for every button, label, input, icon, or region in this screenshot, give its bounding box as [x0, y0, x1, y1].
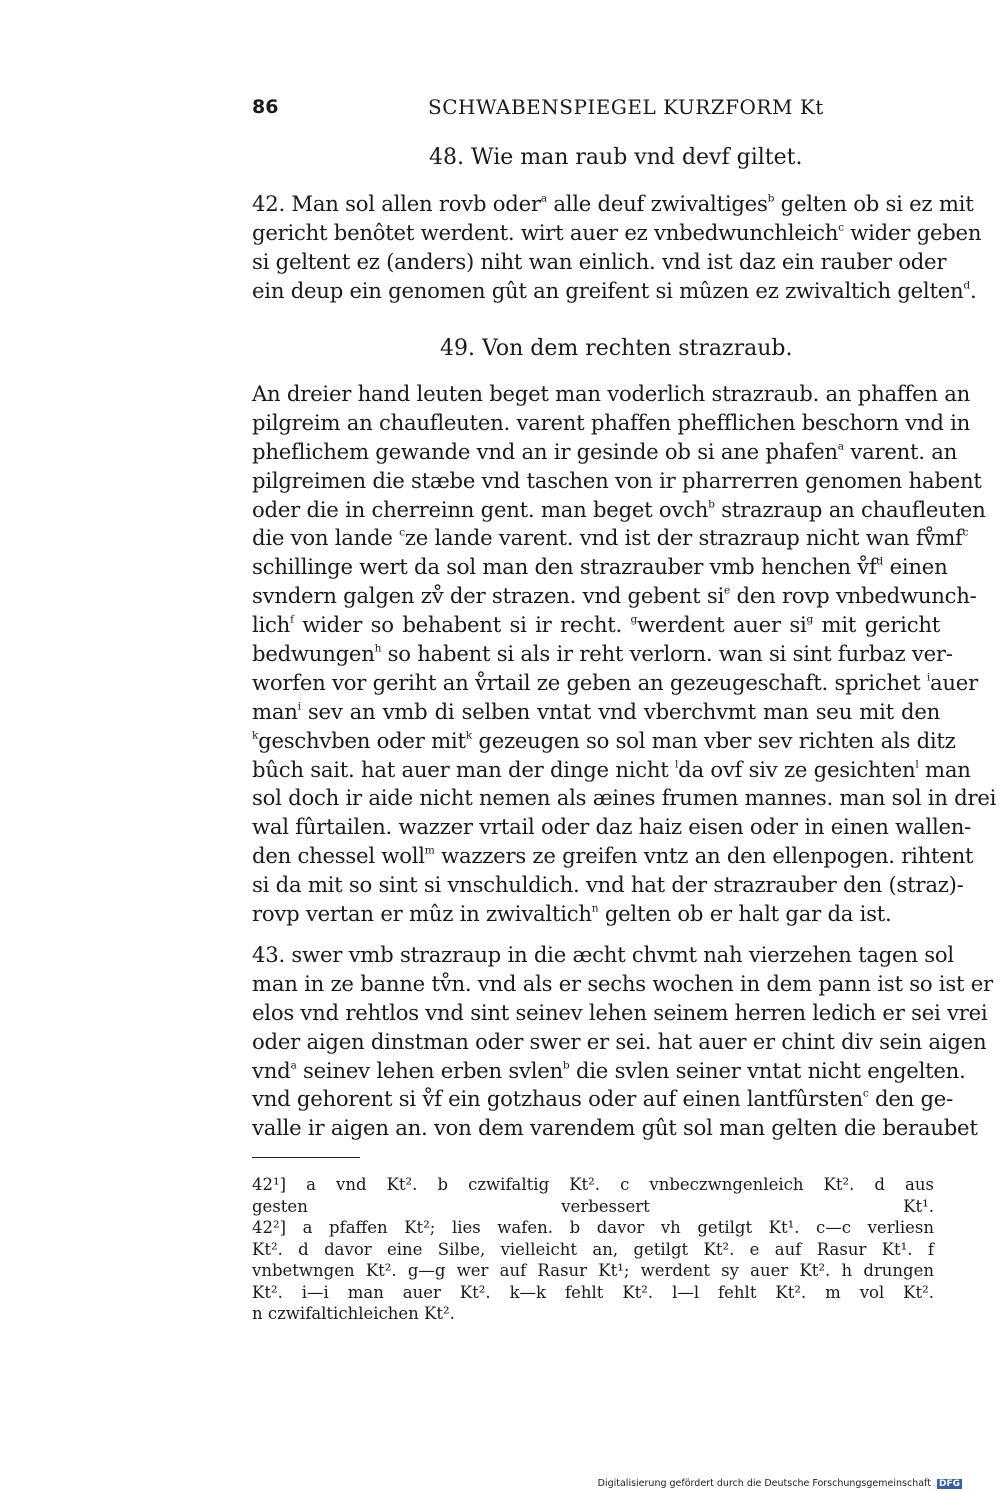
footnote-line: gesten verbessert Kt¹. — [252, 1196, 934, 1216]
footnote-line: Kt². d davor eine Silbe, vielleicht an, getilgt Kt². e auf Rasur Kt¹. f — [252, 1239, 934, 1259]
paragraph-48-42 — [252, 190, 982, 306]
text-line: pheflichem gewande vnd an ir gesinde ob si ane phafen$^a$ varent. an — [252, 438, 958, 464]
text-line: si da mit so sint si vnschuldich. vnd hat der strazrauber den (straz)- — [252, 872, 964, 898]
text-line: 43. swer vmb strazraup in die æcht chvmt nah vierzehen tagen sol — [252, 942, 954, 967]
text-line: elos vnd rehtlos vnd sint seinev lehen seinem herren ledich er sei vrei — [252, 999, 988, 1025]
text-line: svndern galgen zv̊ der strazen. vnd gebent $si^e$ den rovp vnbedwunch- — [252, 583, 977, 609]
text-line: si geltent ez (anders) niht wan einlich. vnd ist daz ein rauber oder — [252, 248, 947, 274]
text-line: vnd gehorent si v̊f ein gotzhaus oder auf einen lantfûrsten$^c$ den ge- — [252, 1086, 954, 1112]
paragraph-49-43 — [252, 941, 993, 1143]
footnote-line: vnbetwngen Kt². g—g wer auf Rasur Kt¹; werdent sy auer Kt². h drungen — [252, 1261, 934, 1280]
text-line: lich$^f$ wider so behabent si ir recht. $^g$werdent auer $si^g$ mit gericht — [252, 612, 940, 638]
chapter-heading-49: 49. Von dem rechten strazraub. — [440, 336, 793, 361]
text-line: man$^i$ sev an vmb di selben vntat vnd vberchvmt man seu mit den — [252, 698, 940, 724]
footnote-divider — [252, 1157, 360, 1158]
text-line: oder aigen dinstman oder swer er sei. hat auer er chint div sein aigen — [252, 1028, 987, 1054]
footnotes — [252, 1174, 934, 1325]
text-line: oder die in cherreinn gent. man beget ovch$^b$ strazraup an chaufleuten — [252, 496, 986, 522]
text-line: man in ze banne tv̊n. vnd als er sechs wochen in dem pann ist so ist er — [252, 970, 993, 996]
text-line: wal fûrtailen. wazzer vrtail oder daz haiz eisen oder in einen wallen- — [252, 814, 972, 840]
text-line: sol doch ir aide nicht nemen als æines frumen mannes. man sol in drei — [252, 785, 997, 811]
text-line: gericht benôtet werdent. wirt auer ez vnbedwunchleich$^c$ wider geben — [252, 219, 982, 245]
text-line: ein deup ein genomen gût an greifent si mûzen ez zwivaltich gelten$^d$. — [252, 277, 977, 303]
text-line: bûch sait. hat auer man der dinge nicht $^l$da ovf siv ze gesichten$^l$ man — [252, 756, 971, 782]
text-line: rovp vertan er mûz in zwivaltich$^n$ gelten ob er halt gar da ist. — [252, 901, 892, 927]
text-line: An dreier hand leuten beget man voderlich strazraub. an phaffen an — [252, 381, 970, 406]
text-line: $^k$geschvben oder mit$^k$ gezeugen so sol man vber sev richten als ditz — [252, 727, 956, 753]
credit-text: Digitalisierung gefördert durch die Deutsche Forschungsgemeinschaft — [597, 1478, 931, 1489]
footnote-line: n czwifaltichleichen Kt². — [252, 1304, 455, 1323]
dfg-logo: DFG — [938, 1479, 960, 1489]
footnote-line: Kt². i—i man auer Kt². k—k fehlt Kt². l—l fehlt Kt². m vol Kt². — [252, 1282, 934, 1302]
text-line: vnd$^a$ seinev lehen erben svlen$^b$ die svlen seiner vntat nicht engelten. — [252, 1057, 966, 1083]
page-number: 86 — [252, 96, 279, 118]
text-line: die von lande $^c$ze lande varent. vnd ist der strazraup nicht wan $fv̊mf^c$ — [252, 525, 969, 551]
footnote-line: 42¹] a vnd Kt². b czwifaltig Kt². c vnbeczwngenleich Kt². d aus — [252, 1175, 934, 1194]
text-line: schillinge wert da sol man den strazrauber vmb henchen $v̊f^d$ einen — [252, 554, 948, 580]
text-line: 42. Man sol allen rovb oder$^a$ alle deuf zwivaltiges$^b$ gelten ob si ez mit — [252, 191, 974, 216]
chapter-heading-48: 48. Wie man raub vnd devf giltet. — [429, 145, 803, 170]
text-line: pilgreim an chaufleuten. varent phaffen phefflichen beschorn vnd in — [252, 409, 971, 435]
footnote-line: 42²] a pfaffen Kt²; lies wafen. b davor vh getilgt Kt¹. c—c verliesn — [252, 1218, 934, 1237]
paragraph-49-intro — [252, 380, 997, 929]
text-line: bedwungen$^h$ so habent si als ir reht verlorn. wan si sint furbaz ver- — [252, 641, 953, 667]
footer-credit — [598, 1478, 962, 1489]
running-title: SCHWABENSPIEGEL KURZFORM Kt — [428, 95, 824, 119]
text-line: worfen vor geriht an v̊rtail ze geben an gezeugeschaft. sprichet $^i$auer — [252, 669, 978, 695]
text-line: pilgreimen die stæbe vnd taschen von ir pharrerren genomen habent — [252, 467, 982, 493]
text-line: valle ir aigen an. von dem varendem gût sol man gelten die beraubet — [252, 1115, 978, 1141]
text-line: den chessel woll$^m$ wazzers ze greifen vntz an den ellenpogen. rihtent — [252, 843, 974, 869]
